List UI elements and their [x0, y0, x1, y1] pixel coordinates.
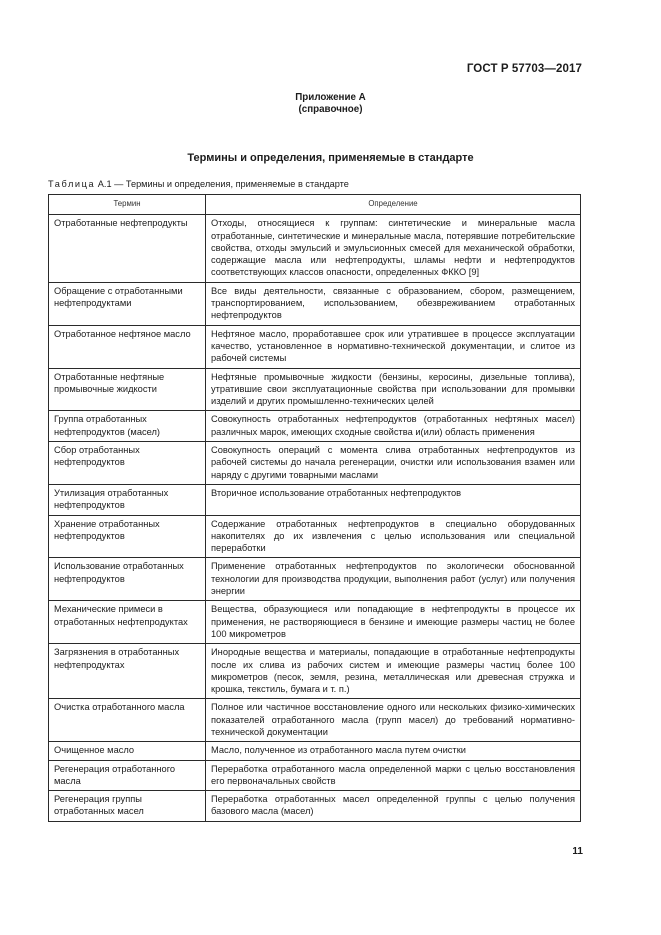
table-row	[49, 484, 581, 515]
term-cell: Группа отработанных нефтепродуктов (масел)	[49, 411, 206, 442]
term-cell: Отработанные нефтепродукты	[49, 215, 206, 282]
annex-note: (справочное)	[298, 104, 363, 115]
definition-cell: Нефтяное масло, проработавшее срок или утратившее в процессе эксплуатации качество, установленное в нормативно-технической документации, и слитое из рабочей системы	[206, 325, 581, 368]
definition-cell: Инородные вещества и материалы, попадающие в отработанные нефтепродукты после их слива из рабочих систем и имеющие размеры частиц более 100 микрометров (песок, земля, резина, металлическая или древесная стружка и крошка, текстиль, бумага и т. п.)	[206, 644, 581, 699]
term-cell: Сбор отработанных нефтепродуктов	[49, 442, 206, 485]
definition-cell: Совокупность операций с момента слива отработанных нефтепродуктов из рабочей системы до начала регенерации, очистки или использования взамен или наряду с другими товарными маслами	[206, 442, 581, 485]
term-cell: Использование отработанных нефтепродуктов	[49, 558, 206, 601]
table-row	[49, 442, 581, 485]
table-caption-text: — Термины и определения, применяемые в стандарте	[111, 179, 349, 189]
term-cell: Регенерация отработанного масла	[49, 760, 206, 791]
term-cell: Очищенное масло	[49, 742, 206, 760]
table-row	[49, 325, 581, 368]
term-cell: Отработанные нефтяные промывочные жидкости	[49, 368, 206, 411]
table-header-row	[49, 195, 581, 215]
term-cell: Очистка отработанного масла	[49, 699, 206, 742]
column-header-term: Термин	[49, 195, 206, 215]
annex-heading	[0, 92, 661, 116]
term-cell: Загрязнения в отработанных нефтепродуктах	[49, 644, 206, 699]
definition-cell: Применение отработанных нефтепродуктов по экологически обоснованной технологии для производства продукции, выполнения работ (услуг) или получения энергии	[206, 558, 581, 601]
definition-cell: Нефтяные промывочные жидкости (бензины, керосины, дизельные топлива), утратившие свои эксплуатационные свойства при использовании для промывки изделий и других промышленно-технических целей	[206, 368, 581, 411]
definition-cell: Все виды деятельности, связанные с образованием, сбором, размещением, транспортированием, использованием, обезвреживанием отработанных нефтепродуктов	[206, 282, 581, 325]
table-row	[49, 760, 581, 791]
definition-cell: Масло, полученное из отработанного масла путем очистки	[206, 742, 581, 760]
table-row	[49, 742, 581, 760]
table-row	[49, 644, 581, 699]
definition-cell: Вещества, образующиеся или попадающие в нефтепродукты в процессе их применения, не растворяющиеся в бензине и имеющие размеры частиц не более 100 микрометров	[206, 601, 581, 644]
term-cell: Хранение отработанных нефтепродуктов	[49, 515, 206, 558]
definition-cell: Переработка отработанного масла определенной марки с целью восстановления его первоначальных свойств	[206, 760, 581, 791]
column-header-definition: Определение	[206, 195, 581, 215]
table-caption-label: Таблица	[48, 179, 96, 189]
table-row	[49, 699, 581, 742]
term-cell: Отработанное нефтяное масло	[49, 325, 206, 368]
term-cell: Обращение с отработанными нефтепродуктами	[49, 282, 206, 325]
definition-cell: Вторичное использование отработанных нефтепродуктов	[206, 484, 581, 515]
term-cell: Регенерация группы отработанных масел	[49, 791, 206, 822]
table-row	[49, 215, 581, 282]
table-caption	[48, 179, 349, 189]
table-row	[49, 411, 581, 442]
table-row	[49, 601, 581, 644]
terms-table	[48, 194, 581, 822]
definition-cell: Содержание отработанных нефтепродуктов в специально оборудованных накопителях до их извлечения с целью использования или специальной переработки	[206, 515, 581, 558]
section-title: Термины и определения, применяемые в стандарте	[187, 152, 474, 164]
terms-table-body	[49, 215, 581, 821]
definition-cell: Переработка отработанных масел определенной группы с целью получения базового масла (масел)	[206, 791, 581, 822]
definition-cell: Отходы, относящиеся к группам: синтетические и минеральные масла отработанные, синтетические и минеральные масла, потерявшие потребительские свойства, отходы эмульсий и эмульсионных смесей для механической обработки, содержащие масла или нефтепродукты, шламы нефти и нефтепродуктов соответствующих классов опасности, определенных ФККО [9]	[206, 215, 581, 282]
standard-id: ГОСТ Р 57703—2017	[466, 63, 582, 75]
table-row	[49, 791, 581, 822]
definition-cell: Полное или частичное восстановление одного или нескольких физико-химических показателей отработанного масла (групп масел) до требований нормативно-технической документации	[206, 699, 581, 742]
annex-title: Приложение А	[295, 92, 366, 103]
table-row	[49, 282, 581, 325]
table-row	[49, 515, 581, 558]
table-row	[49, 368, 581, 411]
definition-cell: Совокупность отработанных нефтепродуктов (отработанных нефтяных масел) различных марок, имеющих сходные свойства и(или) область применения	[206, 411, 581, 442]
term-cell: Утилизация отработанных нефтепродуктов	[49, 484, 206, 515]
table-caption-number: А.1	[95, 179, 112, 189]
page-number: 11	[572, 846, 583, 857]
term-cell: Механические примеси в отработанных нефтепродуктах	[49, 601, 206, 644]
table-row	[49, 558, 581, 601]
